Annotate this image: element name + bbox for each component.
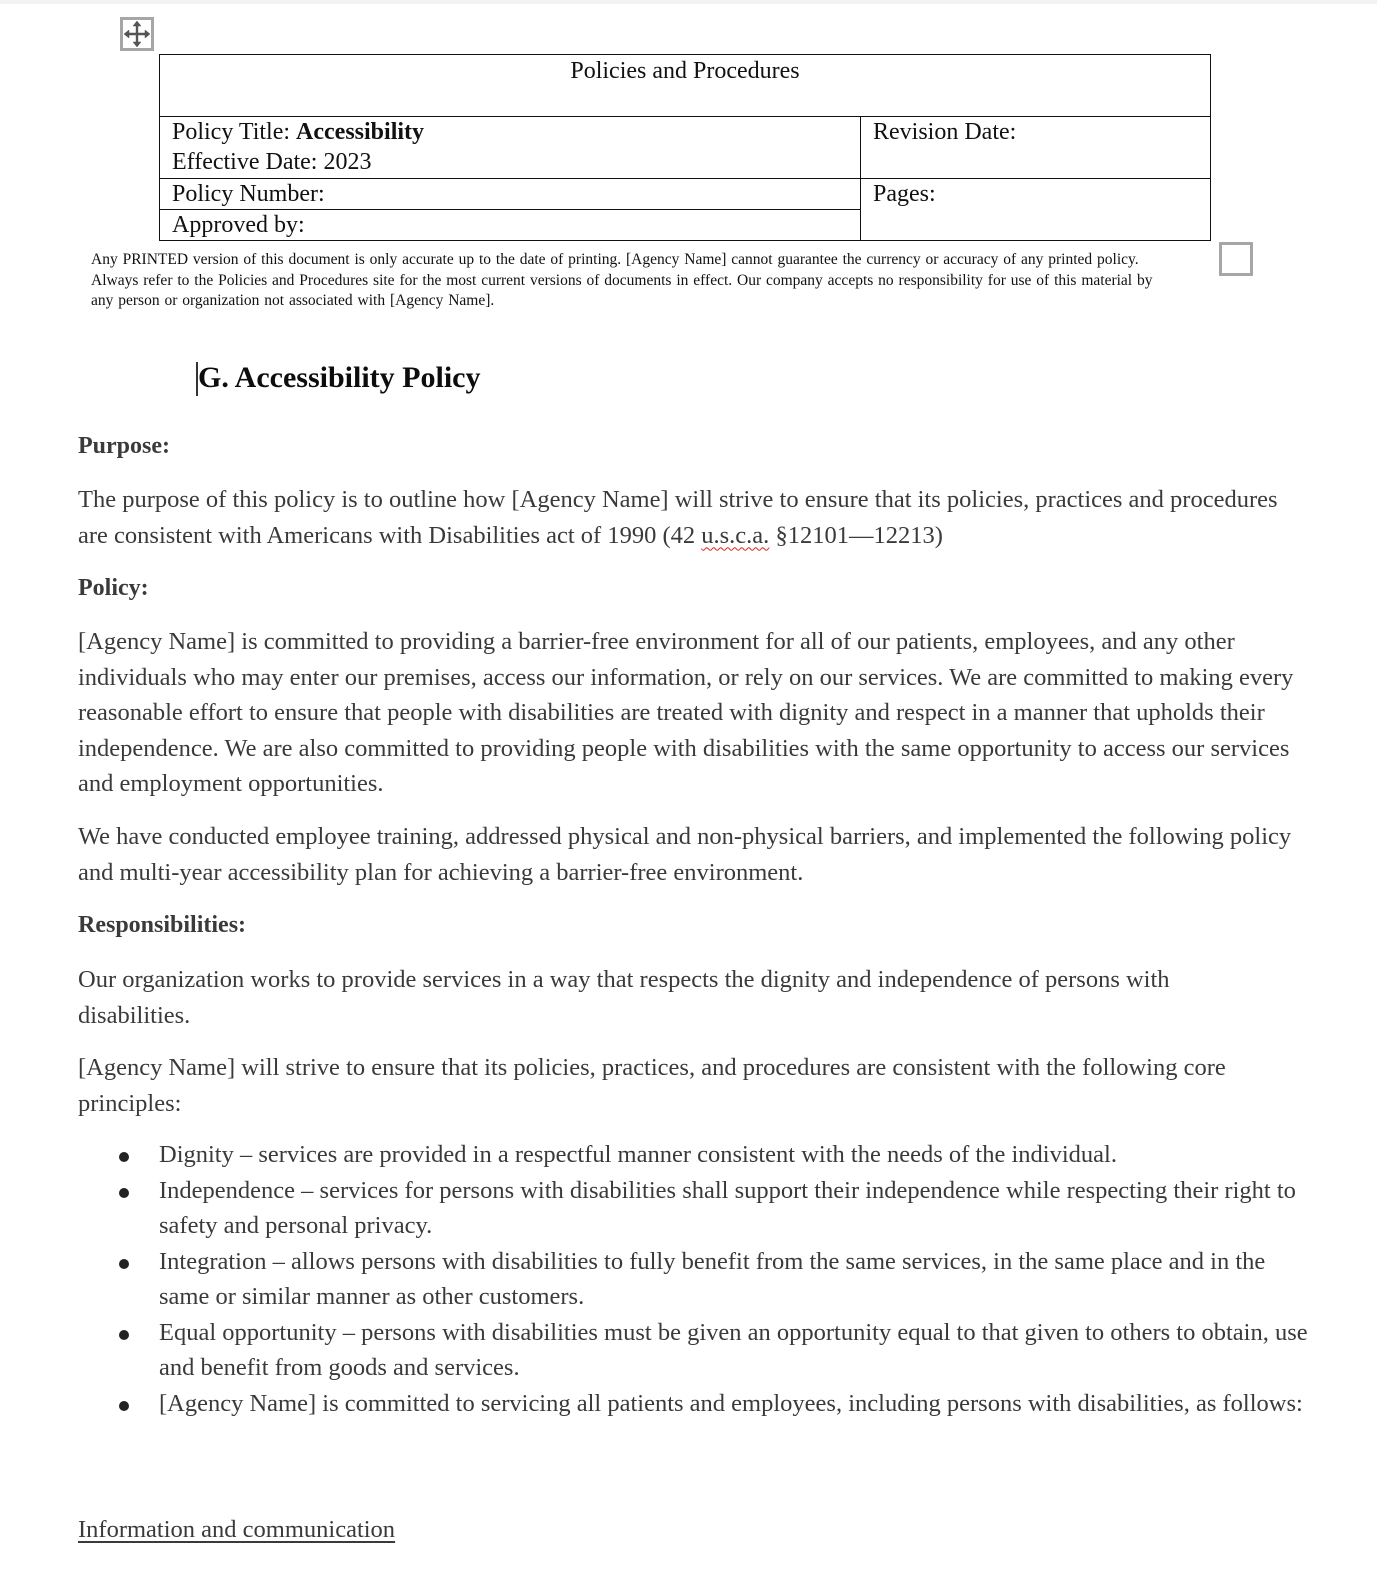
responsibilities-paragraph-1: Our organization works to provide services in a way that respects the dignity and independence of persons with disabilities. [78,966,1170,1029]
table-resize-handle[interactable] [1219,242,1253,276]
information-communication-subheading: Information and communication [78,1516,396,1543]
policy-header-table [159,54,1211,241]
spellcheck-flagged-word[interactable]: u.s.c.a. [701,521,770,549]
list-item [78,1244,1308,1315]
list-item [78,1386,1308,1422]
purpose-text: The purpose of this policy is to outline how [Agency Name] will strive to ensure that its policies, practices and procedures are consistent with Americans with Disabilities act of 1990 (42 [78,486,1278,549]
list-item [78,1173,1308,1244]
policy-paragraph-1: [Agency Name] is committed to providing a barrier-free environment for all of our patients, employees, and any other individuals who may enter our premises, access our information, or rely on our services. We are committed to making every reasonable effort to ensure that people with disabilities are treated with dignity and respect in a manner that upholds their independence. We are also committed to providing people with disabilities with the same opportunity to access our services and employment opportunities. [78,628,1294,797]
print-disclaimer [91,250,1283,312]
window-top-edge [0,0,1377,4]
policy-title-label: Policy Title: [172,119,297,145]
table-move-handle[interactable] [120,17,154,51]
list-item-text: Dignity – services are provided in a respectful manner consistent with the needs of the individual. [159,1141,1117,1168]
approved-by-label: Approved by: [172,212,305,238]
policy-number-cell[interactable] [160,179,861,210]
purpose-text-end: §12101—12213) [769,521,943,549]
purpose-paragraph [78,482,1278,553]
effective-date: Effective Date: 2023 [172,149,372,175]
pages-cell[interactable] [861,179,1211,241]
policy-number-label: Policy Number: [172,181,325,207]
revision-date-label: Revision Date: [873,119,1017,145]
list-item [78,1137,1308,1173]
document-heading: G. Accessibility Policy [198,361,481,394]
approved-by-cell[interactable] [160,210,861,241]
bullet-icon [119,1259,129,1269]
policy-label: Policy: [78,575,149,601]
list-item-text: Independence – services for persons with disabilities shall support their independence while respecting their right to safety and personal privacy. [159,1176,1296,1239]
list-item [78,1315,1308,1386]
revision-date-cell[interactable] [861,117,1211,179]
bullet-icon [119,1330,129,1340]
table-title: Policies and Procedures [570,58,800,84]
policy-paragraph-2: We have conducted employee training, addressed physical and non-physical barriers, and implemented the following policy and multi-year accessibility plan for achieving a barrier-free environment. [78,823,1292,886]
list-item-text: Equal opportunity – persons with disabilities must be given an opportunity equal to that given to others to obtain, use and benefit from goods and services. [159,1318,1308,1381]
bullet-icon [119,1401,129,1411]
policy-title-cell[interactable] [160,117,861,179]
disclaimer-line-2: Always refer to the Policies and Procedures site for the most current versions of documents in effect. Our company accepts no responsibility for use of this material by [91,271,1153,289]
disclaimer-line-1: Any PRINTED version of this document is only accurate up to the date of printing. [Agency Name] cannot guarantee the currency or accuracy of any printed policy. [91,251,1139,268]
move-arrows-icon [124,21,150,47]
responsibilities-paragraph-2: [Agency Name] will strive to ensure that its policies, practices, and procedures are consistent with the following core principles: [78,1054,1226,1117]
bullet-icon [119,1152,129,1162]
list-item-text: Integration – allows persons with disabilities to fully benefit from the same services, in the same place and in the same or similar manner as other customers. [159,1247,1266,1310]
pages-label: Pages: [873,181,936,207]
list-item-text: [Agency Name] is committed to servicing all patients and employees, including persons with disabilities, as follows: [159,1389,1303,1417]
bullet-icon [119,1188,129,1198]
core-principles-list [78,1137,1308,1421]
responsibilities-label: Responsibilities: [78,912,247,938]
disclaimer-line-3: any person or organization not associated with [Agency Name]. [91,292,495,309]
purpose-label: Purpose: [78,433,170,459]
policy-title-value: Accessibility [296,119,425,145]
table-title-cell[interactable] [160,55,1211,117]
